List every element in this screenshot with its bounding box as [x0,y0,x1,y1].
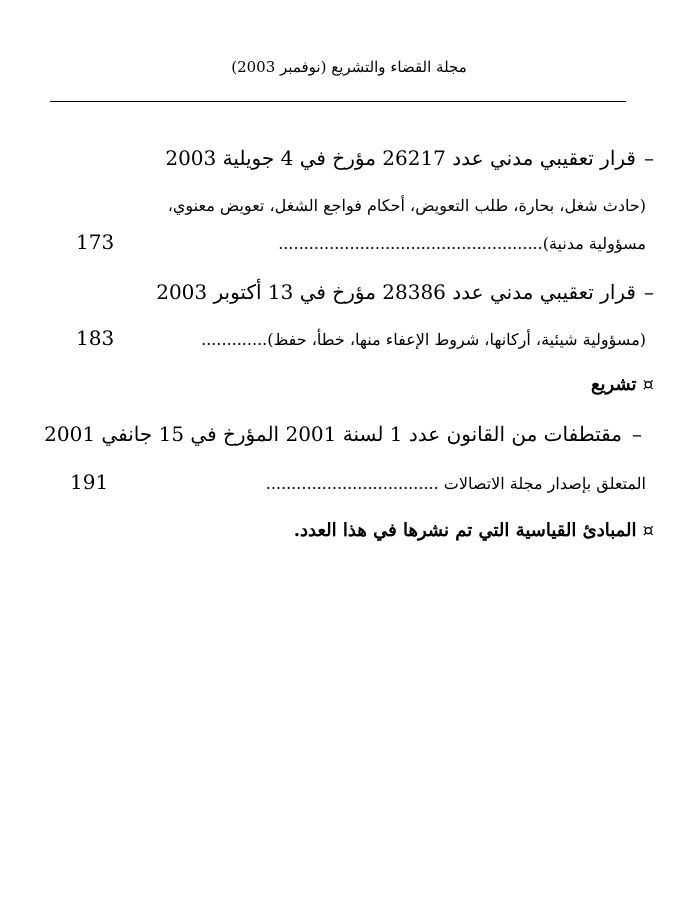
toc-entry-1-keywords: (حادث شغل، بحارة، طلب التعويض، أحكام فواجع الشغل، تعويض معنوي، [167,196,646,215]
entry-title-text: قرار تعقيبي مدني عدد 28386 مؤرخ في 13 أكتوبر 2003 [156,280,636,304]
page-number: 183 [76,326,115,350]
toc-entry-1-title [165,146,654,170]
toc-entry-1-keywords-cont: مسؤولية مدنية).................................................... [278,234,646,253]
section-heading-principles [294,520,654,541]
entry-title-text: قرار تعقيبي مدني عدد 26217 مؤرخ في 4 جويلية 2003 [165,146,636,170]
toc-entry-2-page-row [76,326,646,350]
dash-marker: – [644,280,654,304]
toc-law-subtitle: المتعلق بإصدار مجلة الاتصالات .................................. [265,474,646,493]
header-divider [50,101,626,102]
page-number: 173 [76,230,115,254]
toc-law-title [44,422,642,446]
toc-entry-2-keywords: (مسؤولية شيئية، أركانها، شروط الإعفاء منها، خطأ، حفظ)............. [201,330,646,349]
section-label: تشريع [590,374,637,395]
toc-law-page-row [70,470,646,494]
toc-entry-2-title [156,280,654,304]
bullet-icon: ¤ [642,374,654,395]
law-title-text: مقتطفات من القانون عدد 1 لسنة 2001 المؤرخ في 15 جانفي 2001 [44,422,622,446]
section-heading-legislation [591,374,654,395]
running-header: مجلة القضاء والتشريع (نوفمبر 2003) [231,58,467,76]
section-label: المبادئ القياسية التي تم نشرها في هذا العدد. [293,520,637,541]
dash-marker: – [644,146,654,170]
page-number: 191 [70,470,109,494]
toc-entry-1-page-row [76,230,646,254]
bullet-icon: ¤ [642,520,654,541]
dash-marker: – [632,422,642,446]
